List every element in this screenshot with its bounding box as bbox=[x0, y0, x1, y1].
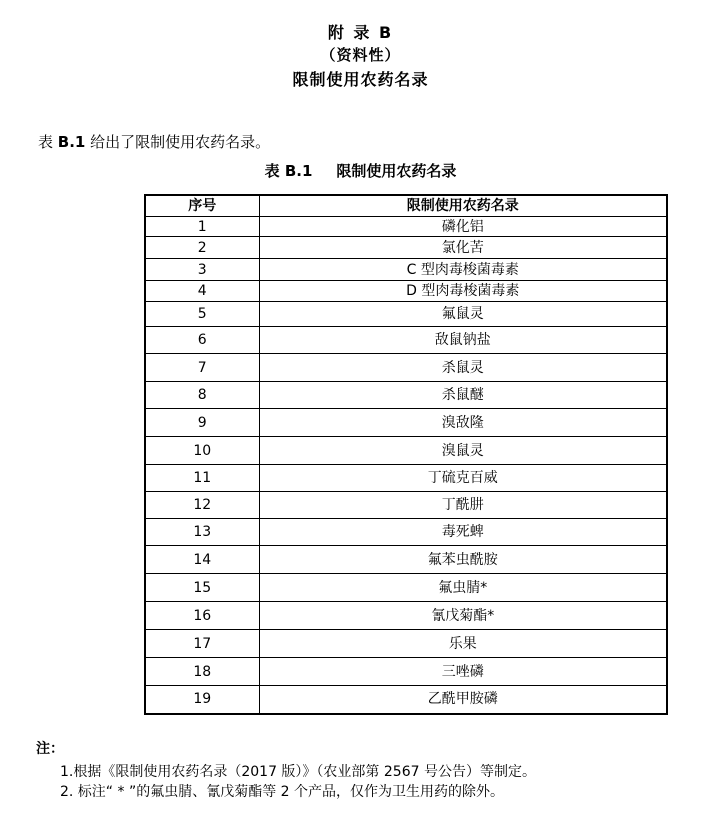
pesticide-name-cell: D 型肉毒梭菌毒素 bbox=[259, 281, 667, 302]
restricted-pesticides-table bbox=[144, 194, 668, 715]
row-number-cell: 9 bbox=[145, 409, 259, 437]
row-number-cell: 11 bbox=[145, 465, 259, 492]
row-number-cell: 13 bbox=[145, 519, 259, 546]
table-row bbox=[145, 302, 667, 327]
row-number-cell: 4 bbox=[145, 281, 259, 302]
pesticide-name-cell: 三唑磷 bbox=[259, 658, 667, 686]
table-row bbox=[145, 237, 667, 259]
intro-prefix: 表 bbox=[38, 133, 58, 151]
pesticide-name-cell: C 型肉毒梭菌毒素 bbox=[259, 259, 667, 281]
table-reference: B.1 bbox=[57, 133, 86, 151]
row-number-cell: 6 bbox=[145, 327, 259, 354]
table-row bbox=[145, 519, 667, 546]
pesticide-name-cell: 磷化铝 bbox=[259, 217, 667, 237]
appendix-nature: （资料性） bbox=[320, 46, 401, 64]
table-row bbox=[145, 327, 667, 354]
pesticide-name-cell: 乐果 bbox=[259, 630, 667, 658]
table-row bbox=[145, 658, 667, 686]
pesticide-name-cell: 杀鼠醚 bbox=[259, 382, 667, 409]
row-number-cell: 12 bbox=[145, 492, 259, 519]
table-header-row bbox=[145, 195, 667, 217]
table-row bbox=[145, 259, 667, 281]
row-number-cell: 1 bbox=[145, 217, 259, 237]
table-row bbox=[145, 574, 667, 602]
pesticide-name-cell: 乙酰甲胺磷 bbox=[259, 686, 667, 714]
table-row bbox=[145, 546, 667, 574]
row-number-cell: 17 bbox=[145, 630, 259, 658]
table-caption-title: 限制使用农药名录 bbox=[336, 162, 457, 180]
table-row bbox=[145, 354, 667, 382]
row-number-cell: 3 bbox=[145, 259, 259, 281]
note-item-1: 1.根据《限制使用农药名录（2017 版）》（农业部第 2567 号公告）等制定。 bbox=[60, 764, 536, 780]
table-row bbox=[145, 492, 667, 519]
pesticide-name-cell: 溴鼠灵 bbox=[259, 437, 667, 465]
row-number-cell: 18 bbox=[145, 658, 259, 686]
table-row bbox=[145, 602, 667, 630]
row-number-cell: 19 bbox=[145, 686, 259, 714]
pesticide-name-cell: 毒死蜱 bbox=[259, 519, 667, 546]
row-number-cell: 7 bbox=[145, 354, 259, 382]
pesticide-name-cell: 氟苯虫酰胺 bbox=[259, 546, 667, 574]
pesticide-name-cell: 丁硫克百威 bbox=[259, 465, 667, 492]
note-item-2: 2. 标注“ * ”的氟虫腈、氰戊菊酯等 2 个产品，仅作为卫生用药的除外。 bbox=[60, 784, 505, 800]
table-caption-number: 表 B.1 bbox=[264, 162, 313, 180]
appendix-title: 限制使用农药名录 bbox=[292, 70, 429, 89]
pesticide-name-cell: 氟虫腈* bbox=[259, 574, 667, 602]
pesticide-name-cell: 丁酰肼 bbox=[259, 492, 667, 519]
table-row bbox=[145, 465, 667, 492]
table-row bbox=[145, 409, 667, 437]
column-header-name: 限制使用农药名录 bbox=[259, 195, 667, 217]
table-row bbox=[145, 630, 667, 658]
pesticide-name-cell: 氟鼠灵 bbox=[259, 302, 667, 327]
appendix-label: 附 录 B bbox=[327, 23, 394, 42]
row-number-cell: 15 bbox=[145, 574, 259, 602]
table-caption bbox=[0, 160, 721, 181]
row-number-cell: 5 bbox=[145, 302, 259, 327]
row-number-cell: 8 bbox=[145, 382, 259, 409]
pesticide-name-cell: 氰戊菊酯* bbox=[259, 602, 667, 630]
table-row bbox=[145, 437, 667, 465]
row-number-cell: 10 bbox=[145, 437, 259, 465]
row-number-cell: 2 bbox=[145, 237, 259, 259]
pesticide-name-cell: 溴敌隆 bbox=[259, 409, 667, 437]
intro-suffix: 给出了限制使用农药名录。 bbox=[85, 133, 271, 151]
row-number-cell: 14 bbox=[145, 546, 259, 574]
column-header-number: 序号 bbox=[145, 195, 259, 217]
pesticide-name-cell: 敌鼠钠盐 bbox=[259, 327, 667, 354]
table-row bbox=[145, 217, 667, 237]
table-row bbox=[145, 281, 667, 302]
notes-title: 注： bbox=[36, 741, 64, 757]
pesticide-name-cell: 氯化苦 bbox=[259, 237, 667, 259]
pesticide-name-cell: 杀鼠灵 bbox=[259, 354, 667, 382]
row-number-cell: 16 bbox=[145, 602, 259, 630]
intro-sentence bbox=[38, 131, 270, 152]
table-row bbox=[145, 382, 667, 409]
table-row bbox=[145, 686, 667, 714]
